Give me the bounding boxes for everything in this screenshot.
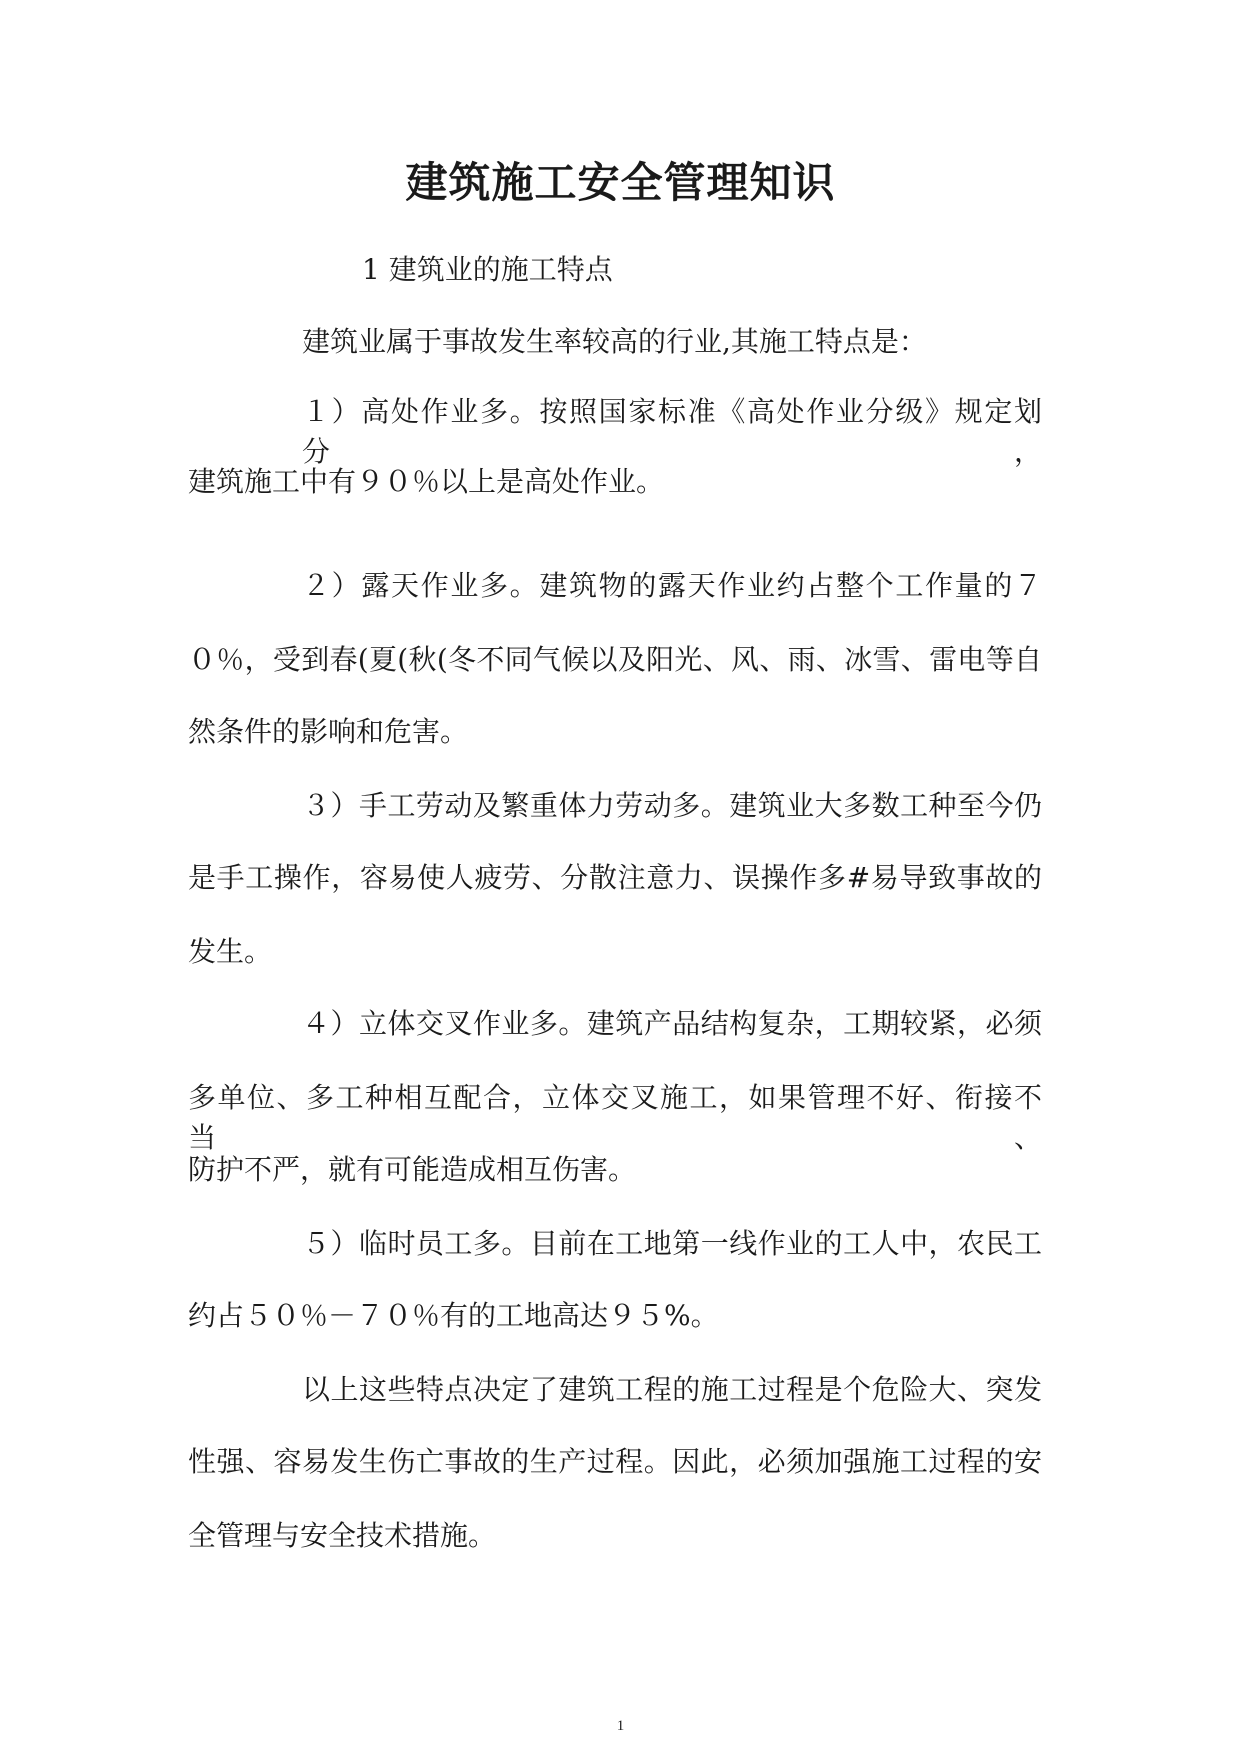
item-5-line-2: 约占５０％－７０％有的工地高达９５%。: [188, 1299, 719, 1332]
item-2-line-3: 然条件的影响和危害。: [188, 715, 469, 748]
page-number: 1: [616, 1718, 625, 1734]
item-2-line-1: ２）露天作业多。建筑物的露天作业约占整个工作量的７: [302, 569, 1042, 602]
item-1-line-1: １）高处作业多。按照国家标准《高处作业分级》规定划分，: [302, 395, 1042, 468]
item-3-line-1: ３）手工劳动及繁重体力劳动多。建筑业大多数工种至今仍: [302, 789, 1042, 822]
item-4-line-1: ４）立体交叉作业多。建筑产品结构复杂，工期较紧，必须: [302, 1007, 1042, 1040]
item-3-line-2: 是手工操作，容易使人疲劳、分散注意力、误操作多#易导致事故的: [188, 861, 1042, 894]
page-title: 建筑施工安全管理知识: [405, 158, 836, 207]
conclusion-line-2: 性强、容易发生伤亡事故的生产过程。因此，必须加强施工过程的安: [188, 1445, 1042, 1478]
item-5-line-1: ５）临时员工多。目前在工地第一线作业的工人中，农民工: [302, 1227, 1042, 1260]
conclusion-line-1: 以上这些特点决定了建筑工程的施工过程是个危险大、突发: [302, 1373, 1042, 1406]
item-1-line-2: 建筑施工中有９０％以上是高处作业。: [188, 465, 665, 498]
intro-paragraph: 建筑业属于事故发生率较高的行业,其施工特点是：: [302, 325, 927, 358]
conclusion-line-3: 全管理与安全技术措施。: [188, 1519, 497, 1552]
item-4-line-2: 多单位、多工种相互配合，立体交叉施工，如果管理不好、衔接不当、: [188, 1081, 1042, 1154]
section-heading: 1 建筑业的施工特点: [362, 253, 613, 286]
item-2-line-2: ０％，受到春(夏(秋(冬不同气候以及阳光、风、雨、冰雪、雷电等自: [188, 643, 1042, 676]
item-4-line-3: 防护不严，就有可能造成相互伤害。: [188, 1153, 637, 1186]
item-3-line-3: 发生。: [188, 935, 273, 968]
